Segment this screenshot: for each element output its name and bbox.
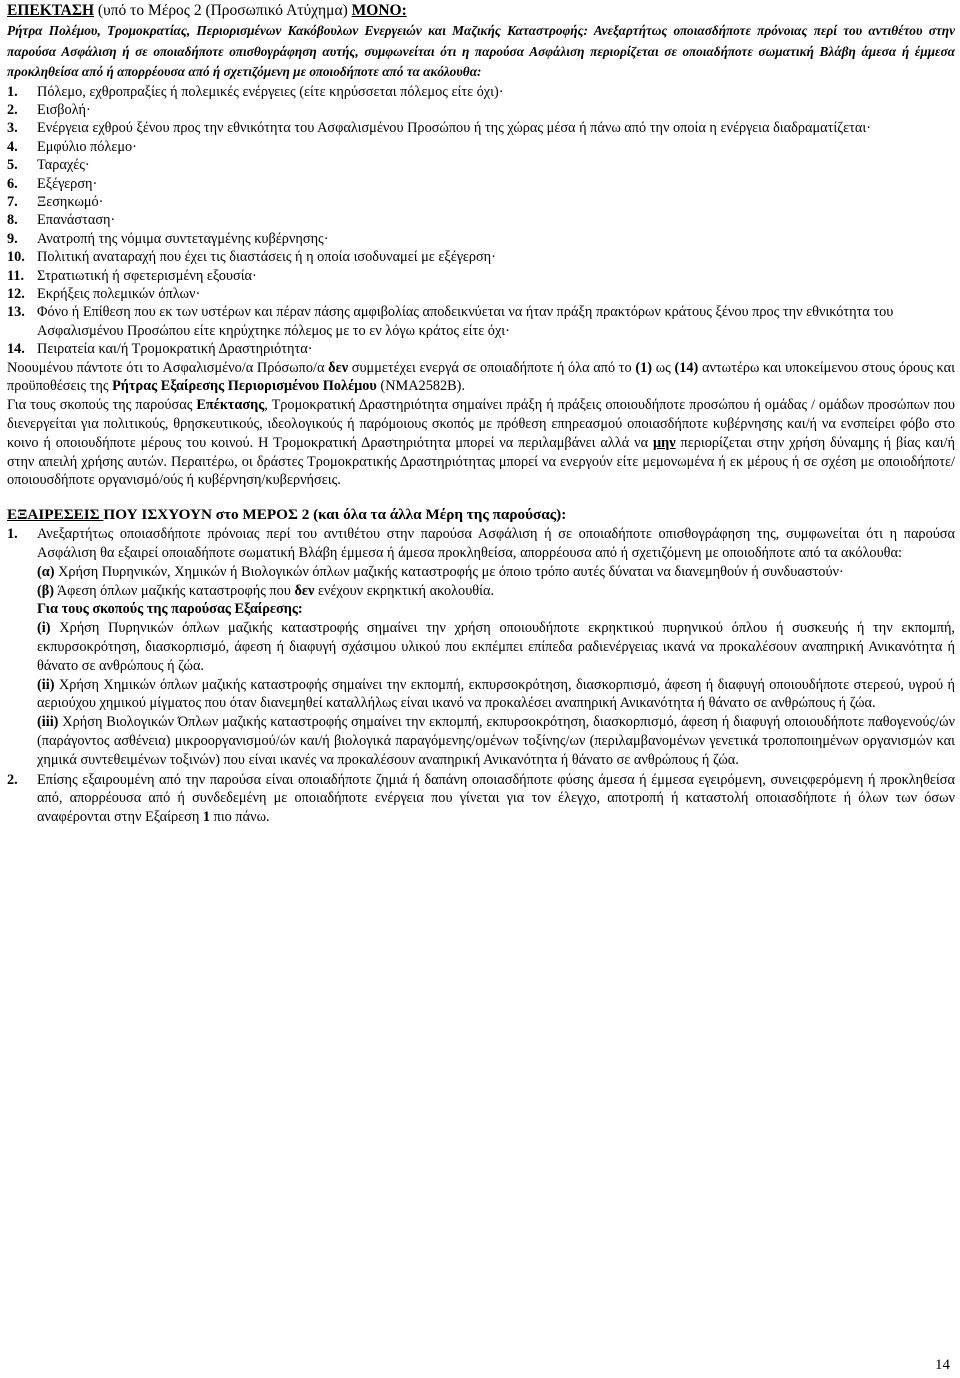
terrorism-definition [7,396,955,490]
exclusion-2-text-part: Επίσης εξαιρουμένη από την παρούσα είναι οποιαδήποτε ζημιά ή δαπάνη οποιασδήποτε φύσης άμεσα ή έμμεσα εγειρόμενη, συνειςφερόμενη ή προκληθείσα από, απορρέουσα από ή συνδεδεμένη με οποιαδήποτε ενέργεια που γίνεται για τον έλεγχο, αποτροπή ή καταστολή οποιασδήποτε ή όλων των όσων αναφέρονται στην Εξαίρεση [37,771,955,826]
war-item-text: Εκρήξεις πολεμικών όπλων· [37,285,201,302]
war-item-number: 10. [7,249,25,266]
war-item-number: 1. [7,83,18,100]
exclusion-item-1 [7,525,955,769]
war-item [7,138,955,156]
exclusions-heading-rest: ΠΟΥ ΙΣΧΥΟΥΝ στο ΜΕΡΟΣ 2 (και όλα τα άλλα Μέρη της παρούσας): [103,506,567,524]
war-item-text: Εξέγερση· [37,175,98,192]
war-items-list [7,83,955,359]
war-item-number: 11. [7,267,25,284]
war-item-number: 4. [7,138,18,155]
war-item [7,119,955,137]
exclusion-1-def-i [37,619,955,675]
war-item [7,83,955,101]
war-item-number: 5. [7,157,18,174]
war-item-text: Ανατροπή της νόμιμα συντεταγμένης κυβέρνησης· [37,230,329,247]
proviso-range-start: (1) [635,359,653,376]
war-item-text: Πειρατεία και/ή Τρομοκρατική Δραστηριότητα· [37,341,313,358]
terror-def-text: Για τους σκοπούς της παρούσας [7,397,197,414]
proviso-range-end: (14) [674,359,699,376]
exclusion-1-intro: Ανεξαρτήτως οποιασδήποτε πρόνοιας περί του αντιθέτου στην παρούσα Ασφάλιση ή σε οποιαδήποτε οπισθογράφηση της, συμφωνείται ότι η παρούσα Ασφάλιση θα εξαιρεί οποιαδήποτε σωματική Βλάβη έμμεσα ή άμεσα προκληθείσα, απορρέουσα από ή σχετιζόμενη με οποιοδήποτε από τα ακόλουθα: [37,526,955,561]
war-item [7,193,955,211]
exclusion-1-def-iii [37,713,955,769]
war-item-text: Πολιτική αναταραχή που έχει τις διαστάσεις ή η οποία ισοδυναμεί με εξέγερση· [37,249,496,266]
war-item-text: Εμφύλιο πόλεμο· [37,138,137,155]
terror-def-text: , Τρομοκρατική Δραστηριότητα σημαίνει πράξη ή πράξεις οποιουδήποτε προσώπου ή ομάδας / ομάδων προσώπων που διενεργείται για πολιτικούς, θρησκευτικούς, ιδεολογικούς ή παρόμοιους σκοπός με πρόθεση επηρεασμού οποιασδήποτε κυβέρνησης και/ή να ενσπείρει φόβο στο κοινο ή οποιουδήποτε μέρους του κοινού. Η Τρομοκρατική Δραστηριότητα μπορεί να περιλαμβάνει αλλά να [7,397,955,451]
exclusion-1-b-label: (β) [37,582,55,599]
exclusions-heading-underlined: ΕΞΑΙΡΕΣΕΙΣ [7,506,104,524]
proviso-clause-name: Ρήτρας Εξαίρεσης Περιορισμένου Πολέμου [112,378,377,395]
terror-def-text: περιορίζεται στην χρήση δύναμης ή βίας και/ή στην απειλή χρήσης αυτών. Περαιτέρω, οι δράστες Τρομοκρατικής Δραστηριότητας μπορεί να ενεργούν είτε μεμονωμένα ή εκ μέρους ή σε σχέση με οποιοδήποτε/οποιουσδήποτε οργανισμό/ούς ή κυβέρνηση/κυβερνήσεις. [7,434,956,489]
terror-def-extension: Επέκτασης [196,397,265,414]
war-item-number: 7. [7,193,18,210]
war-item-number: 13. [7,304,25,321]
war-item [7,248,955,266]
exclusion-number: 2. [7,771,18,788]
def-ii-text: Χρήση Χημικών όπλων μαζικής καταστροφής σημαίνει την εκπομπή, εκπυρσοκρότηση, διασκορπισμό, άφεση ή διαφυγή οποιουδήποτε στερεού, υγρού ή αεριούχου χημικού μίγματος που όταν διανεμηθεί καταλλήλως είναι ικανό να προκαλέσει αναπηρική Ανικανότητα ή θάνατο σε ανθρώπους ή ζώα. [37,676,955,712]
extension-title: ΕΠΕΚΤΑΣΗ [7,2,95,19]
terror-def-not: μην [653,434,676,451]
war-item-number: 8. [7,212,18,229]
exclusion-item-2 [7,771,955,827]
war-item [7,211,955,229]
extension-only: ΜΟΝΟ: [351,2,407,19]
proviso-text: Νοουμένου πάντοτε ότι το Ασφαλισμένο/α Πρόσωπο/α [7,359,329,376]
page-number: 14 [935,1357,950,1373]
war-item-number: 9. [7,230,18,247]
proviso-text: (NMA2582B). [376,378,466,395]
proviso-text: αντωτέρω και υποκείμενου στους όρους και προϋποθέσεις της [7,359,955,395]
def-iii-text: Χρήση Βιολογικών Όπλων μαζικής καταστροφής σημαίνει την εκπομπή, εκπυρσοκρότηση, διασκορπισμό, άφεση ή διαφυγή οποιουδήποτε παθογενούς/ών (παράγοντος ασθένεια) μικροοργανισμού/ών και/ή βιολογικά παραγόμενης/ομένων τοξίνης/ων (περιλαμβανομένων γενετικά τροποποιημένων οργανισμών και χημικά συντεθειμένων τοξινών) που είναι ικανές να προκαλέσουν αναπηρική Ανικανότητα ή θάνατο σε ανθρώπους ή ζώα. [37,714,955,768]
extension-subtitle: (υπό το Μέρος 2 (Προσωπικό Ατύχημα) [94,2,352,19]
exclusion-1-b-text: ενέχουν εκρηκτική ακολουθία. [314,582,495,599]
war-item-text: Φόνο ή Επίθεση που εκ των υστέρων και πέραν πάσης αμφιβολίας αποδεικνύεται να ήταν πράξη πρακτόρων κράτους ξένου προς την εθνικότητα του Ασφαλισμένου Προσώπου είτε κηρύχτηκε πόλεμος με το εν λόγω κράτος είτε όχι· [37,304,894,339]
war-item-text: Ταραχές· [37,157,90,174]
war-item [7,175,955,193]
exclusion-2-text-part: πιο πάνω. [210,809,270,826]
proviso-not: δεν [328,359,349,376]
exclusion-1-definitions-heading: Για τους σκοπούς της παρούσας Εξαίρεσης: [37,601,303,618]
exclusion-2-reference: 1 [202,809,211,826]
war-item [7,285,955,303]
war-clause-intro: Ρήτρα Πολέμου, Τρομοκρατίας, Περιορισμένων Κακόβουλων Ενεργειών και Μαζικής Καταστροφής: Ανεξαρτήτως οποιασδήποτε πρόνοιας περί του αντιθέτου στην παρούσα Ασφάλιση ή σε οποιαδήποτε οπισθογράφηση αυτής, συμφωνείται ότι η παρούσα Ασφάλιση περιορίζεται σε οποιαδήποτε σωματική Βλάβη άμεσα ή έμμεσα προκληθείσα από ή απορρέουσα από ή σχετιζόμενη με οποιοδήποτε από τα ακόλουθα: [7,23,955,79]
exclusion-1-a-label: (α) [37,563,55,580]
exclusion-1-a [37,563,955,582]
war-item-text: Στρατιωτική ή σφετερισμένη εξουσία· [37,267,257,284]
war-item-text: Πόλεμο, εχθροπραξίες ή πολεμικές ενέργειες (είτε κηρύσσεται πόλεμος είτε όχι)· [37,83,504,100]
exclusion-2-text [37,771,955,827]
war-item [7,267,955,285]
war-item [7,230,955,248]
war-item [7,340,955,358]
def-i-text: Χρήση Πυρηνικών όπλων μαζικής καταστροφής σημαίνει την χρήση οποιουδήποτε εκρηκτικού πυρηνικού όπλου ή συσκευής ή την εκπομπή, εκπυρσοκρότηση, διασκορπισμό, άφεση ή διαφυγή σχάσιμου υλικού που εκπέμπει επίπεδα ραδιενέργειας ικανά να προκαλέσουν αναπηρική Ανικανότητα ή θάνατο σε ανθρώπους ή ζώα. [37,620,955,674]
document-page [7,0,955,827]
exclusion-1-b-not: δεν [294,582,315,599]
exclusion-1-b-text: Άφεση όπλων μαζικής καταστροφής που [54,582,295,599]
war-item-text: Επανάσταση· [37,212,116,229]
war-item [7,156,955,174]
extension-heading [7,1,955,21]
war-item-number: 2. [7,101,18,118]
exclusion-1-a-text: Χρήση Πυρηνικών, Χημικών ή Βιολογικών όπλων μαζικής καταστροφής με όποιο τρόπο αυτές δύναται να διανεμηθούν ή συνδυαστούν· [54,563,844,580]
war-item-text: Ξεσηκωμό· [37,193,104,210]
def-ii-label: (ii) [37,676,55,693]
proviso-paragraph [7,359,955,397]
war-item-number: 6. [7,175,18,192]
def-i-label: (i) [37,620,51,637]
proviso-text: συμμετέχει ενεργά σε οποιαδήποτε ή όλα από το [348,359,636,376]
exclusion-1-def-ii [37,676,955,714]
war-item-text: Εισβολή· [37,101,91,118]
exclusion-number: 1. [7,526,18,543]
exclusion-1-b [37,582,955,601]
war-item-number: 12. [7,285,25,302]
def-iii-label: (iii) [37,714,59,731]
war-item-number: 14. [7,341,25,358]
proviso-text: ως [652,359,675,376]
war-item-number: 3. [7,120,18,137]
exclusions-heading [7,505,955,524]
war-item-text: Ενέργεια εχθρού ξένου προς την εθνικότητα του Ασφαλισμένου Προσώπου ή της χώρας μέσα ή πάνω από την οποία η ενέργεια διαδραματίζεται· [37,120,872,137]
war-item [7,303,955,340]
war-item [7,101,955,119]
